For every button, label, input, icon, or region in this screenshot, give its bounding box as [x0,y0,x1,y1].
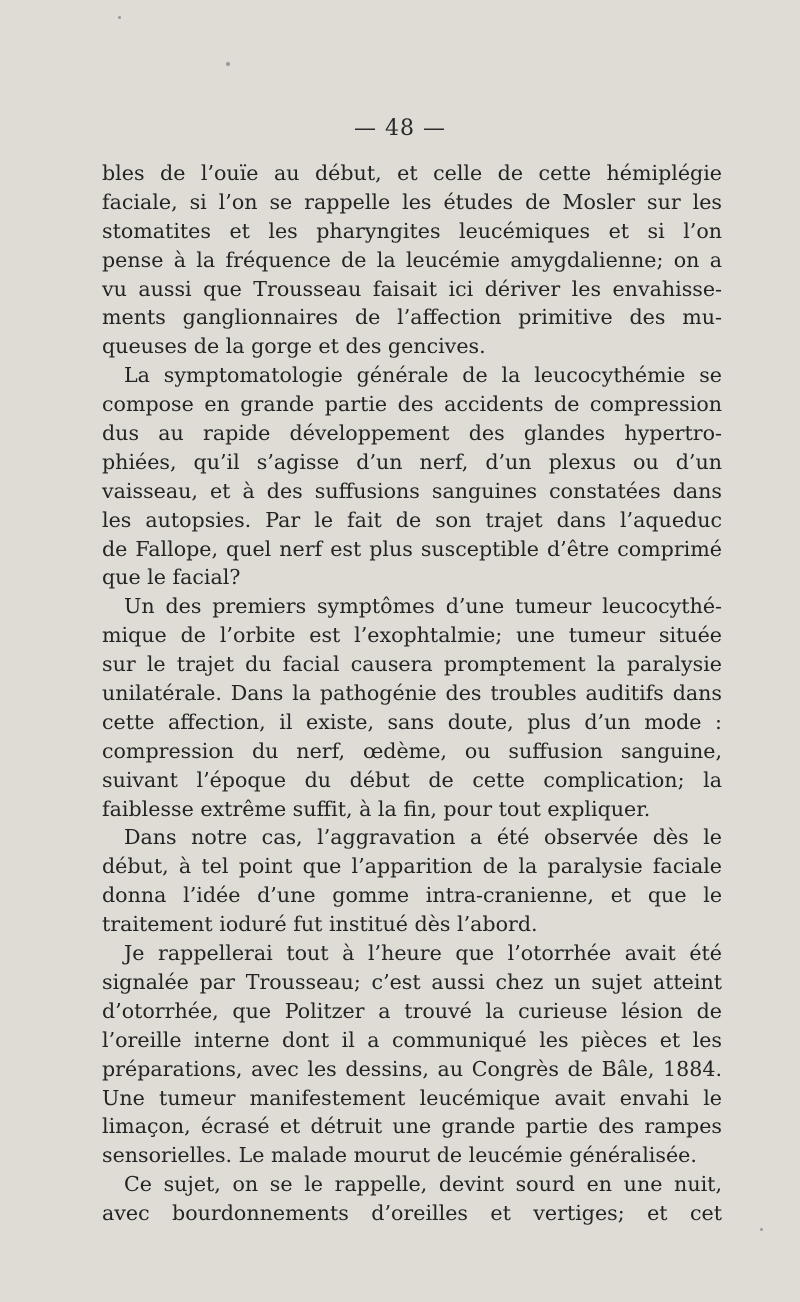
text-line: cette affection, il existe, sans doute, plus d’un mode : [102,709,722,734]
text-line: mique de l’orbite est l’exophtalmie; une tumeur située [102,623,722,648]
text-line: suivant l’époque du début de cette complication; la [102,767,722,792]
text-line: compression du nerf, œdème, ou suffusion sanguine, [102,738,722,763]
page-number: — 48 — [354,116,446,141]
text-line: Ce sujet, on se le rappelle, devint sourd en une nuit, [124,1172,722,1197]
text-line: début, à tel point que l’apparition de la paralysie faciale [102,854,722,879]
text-line: avec bourdonnements d’oreilles et vertiges; et cet [102,1201,722,1226]
text-line: Un des premiers symptômes d’une tumeur leucocythé- [124,594,722,619]
text-line: faiblesse extrême suffit, à la fin, pour tout expliquer. [102,796,651,821]
text-line: les autopsies. Par le fait de son trajet dans l’aqueduc [102,507,722,532]
text-line: que le facial? [102,565,241,590]
ink-speck [118,16,121,19]
text-line: phiées, qu’il s’agisse d’un nerf, d’un plexus ou d’un [102,449,722,474]
text-line: signalée par Trousseau; c’est aussi chez un sujet atteint [102,969,722,994]
text-line: préparations, avec les dessins, au Congrès de Bâle, 1884. [102,1056,722,1081]
text-line: Je rappellerai tout à l’heure que l’otorrhée avait été [124,941,722,966]
text-line: sur le trajet du facial causera promptement la paralysie [102,652,722,677]
text-line: Dans notre cas, l’aggravation a été observée dès le [124,825,722,850]
body-text [102,159,722,1228]
text-line: bles de l’ouïe au début, et celle de cette hémiplégie [102,161,722,185]
text-line: vaisseau, et à des suffusions sanguines constatées dans [102,478,722,503]
text-line: Une tumeur manifestement leucémique avait envahi le [102,1085,722,1110]
text-line: limaçon, écrasé et détruit une grande partie des rampes [102,1114,722,1139]
text-line: La symptomatologie générale de la leucocythémie se [124,363,722,388]
text-line: d’otorrhée, que Politzer a trouvé la curieuse lésion de [102,998,722,1023]
text-line: traitement ioduré fut institué dès l’abord. [102,912,538,937]
text-line: unilatérale. Dans la pathogénie des troubles auditifs dans [102,681,722,706]
text-line: pense à la fréquence de la leucémie amygdalienne; on a [102,247,722,272]
text-line: sensorielles. Le malade mourut de leucémie généralisée. [102,1143,697,1168]
ink-speck [760,1228,763,1231]
text-line: dus au rapide développement des glandes hypertro- [102,421,722,446]
text-line: stomatites et les pharyngites leucémiques et si l’on [102,218,722,243]
text-line: vu aussi que Trousseau faisait ici dériver les envahisse- [102,276,722,301]
text-line: l’oreille interne dont il a communiqué les pièces et les [102,1027,722,1052]
text-line: ments ganglionnaires de l’affection primitive des mu- [102,305,722,330]
ink-speck [226,62,230,66]
text-line: faciale, si l’on se rappelle les études de Mosler sur les [102,189,722,214]
text-line: queuses de la gorge et des gencives. [102,334,486,359]
text-line: compose en grande partie des accidents de compression [102,392,722,417]
text-line: donna l’idée d’une gomme intra-cranienne, et que le [102,883,722,908]
text-line: de Fallope, quel nerf est plus susceptible d’être comprimé [102,536,722,561]
